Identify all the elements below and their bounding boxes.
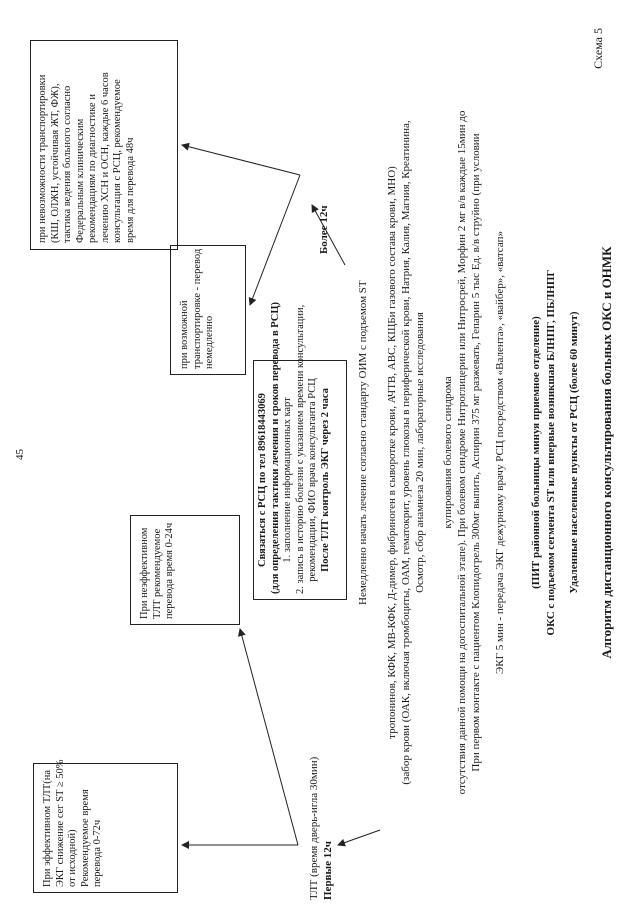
ineffective-tlt-line-2: ТЛТ рекомендуемое: [151, 528, 163, 619]
blood-tests-line-2: тропонинов, КФК, МВ-КФК, Д-димер, фибриноген в сыворотке крови, АЧТВ, АВС, КЩБи газового состава крови, МНО): [386, 166, 398, 739]
impossible-transport-line-1: при невозможности транспортировки: [37, 74, 48, 243]
rsc-contact-item-2b: рекомендации, ФИО врача консультанта РСЦ: [307, 378, 318, 582]
ineffective-tlt-line-3: перевода время 0-24ч: [164, 522, 175, 619]
possible-transport-line-2: транспортировке - перевод: [191, 248, 203, 369]
effective-tlt-line-1: При эффективном ТЛТ(на: [42, 770, 53, 887]
diagnosis-line-2: (ПИТ районной больницы минуя приемное отделение): [530, 316, 542, 589]
tlt-door-needle-label: ТЛТ (время дверь-игла 30мин): [308, 756, 320, 900]
impossible-transport-line-4: Федеральным клиническим: [74, 118, 86, 243]
possible-transport-line-3: немедленно: [204, 315, 215, 369]
rsc-contact-title: Связаться с РСЦ по тел 89618443069: [257, 393, 268, 567]
exam-line: Осмотр, сбор анамнеза 20 мин, лабораторные исследования: [414, 312, 426, 593]
effective-tlt-line-2: ЭКГ снижение сег ST ≥ 50%: [54, 759, 66, 887]
first-contact-line-1: При первом контакте с пациентом Клопидогрель 300мг выпить, Аспирин 375 мг разжевать, Гепарин 5 тыс Ед. в/в струйно (при условии: [470, 133, 482, 772]
first-12h-label: Первые 12ч: [322, 841, 334, 900]
rsc-contact-item-2a: 2. запись в историю болезни с указанием времени консультации,: [294, 304, 306, 594]
impossible-transport-line-6: лечению ХСН и ОСН, каждые 6 часов: [99, 72, 111, 243]
rsc-contact-after-tlt: После ТЛТ контроль ЭКГ через 2 часа: [319, 388, 331, 572]
impossible-transport-line-7: консультация с РСЦ, рекомендуемое: [112, 79, 123, 243]
first-contact-line-2: отсутствия данной помощи на догоспитальной этапе). При болевом синдроме Нитроглицерин или Нитросрей, Морфин 2 мг в/в каждые 15мин до: [456, 110, 468, 795]
effective-tlt-line-4: Рекомендуемое время: [79, 789, 91, 887]
impossible-transport-line-2: (КШ, ОЛЖН, устойчивая ЖТ, ФЖ),: [49, 83, 61, 243]
scheme-label: Схема 5: [591, 28, 605, 69]
page-number: 45: [14, 449, 26, 460]
blood-tests-line-1: (забор крови (ОАК, включая тромбоциты, ОАМ, гематокрит, уровень глюкозы в периферической крови, Натрия, Калия, Магния, Креатинина,: [400, 120, 412, 785]
rsc-contact-item-1: 1. заполнение информационных карт: [282, 397, 293, 563]
document-title: Алгоритм дистанционного консультирования больных ОКС и ОНМК: [599, 246, 614, 659]
arrow-to-possible: [250, 175, 300, 305]
start-treatment-line: Немедленно начать лечение согласно стандарту ОИМ с подъемом ST: [357, 280, 369, 605]
impossible-transport-line-3: тактика ведения больного согласно: [62, 85, 73, 243]
possible-transport-line-1: при возможной: [179, 300, 190, 369]
first-contact-line-3: купирования болевого синдрома: [442, 376, 454, 529]
rsc-contact-subtitle: (для определения тактики лечения и сроков перевода в РСЦ): [269, 301, 281, 594]
subtitle: Удаленные населенные пункты от РСЦ (более 60 минут): [568, 311, 580, 594]
arrow-to-impossible: [182, 145, 300, 175]
arrow-to-ineffective: [240, 629, 298, 845]
arrow-right-down: [312, 205, 345, 265]
effective-tlt-line-5: перевода 0-72ч: [92, 819, 103, 887]
diagnosis-line-1: ОКС с подъемом сегмента ST или впервые возникшая БЛНПГ, ПБЛНПГ: [545, 269, 557, 636]
ecg-line: ЭКГ 5 мин - передача ЭКГ дежурному врачу РСЦ посредством «Валента», «вайбер», «ватсап»: [494, 231, 506, 674]
effective-tlt-line-3: от исходной): [67, 829, 78, 887]
arrow-left-down: [338, 830, 380, 845]
impossible-transport-line-5: рекомендациям по диагностике и: [87, 94, 98, 243]
ineffective-tlt-line-1: При неэффективном: [139, 527, 150, 619]
impossible-transport-line-8: время для перевода 48ч: [124, 137, 136, 243]
more-12h-label: Более 12ч: [318, 205, 330, 254]
